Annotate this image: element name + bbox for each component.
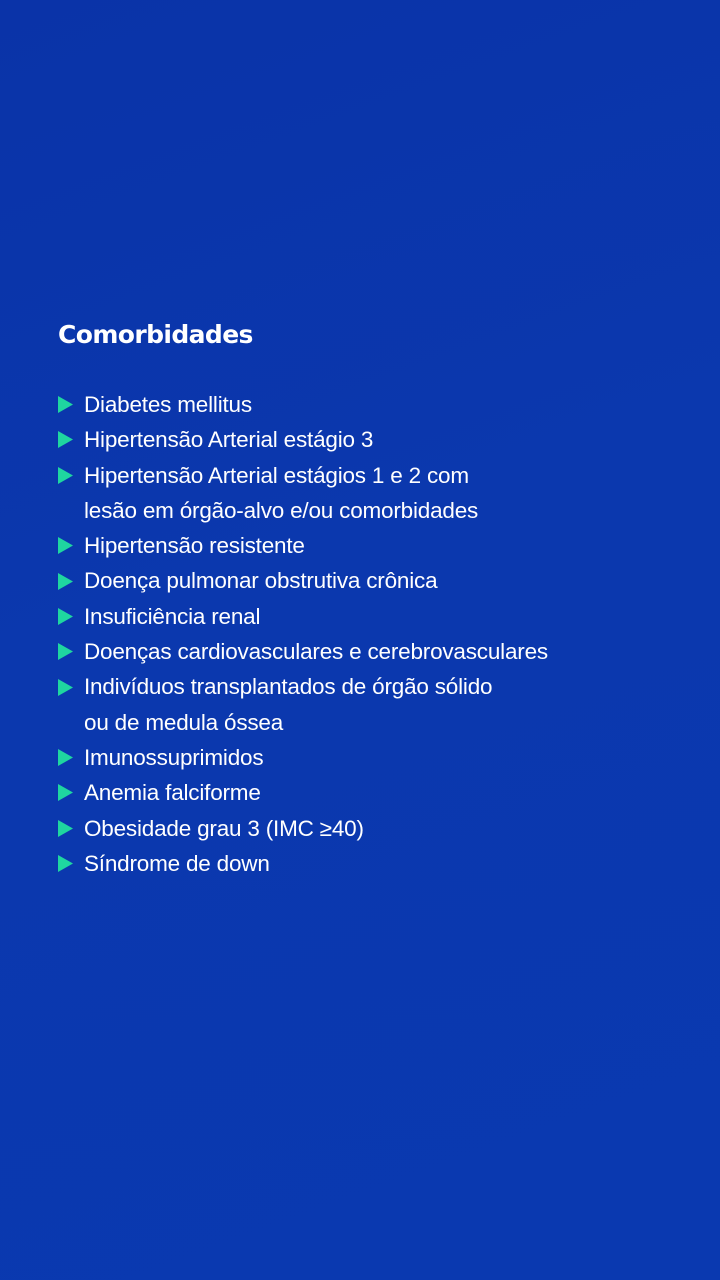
- comorbidities-list: [58, 387, 678, 881]
- list-item-line: Indivíduos transplantados de órgão sólido: [84, 674, 493, 700]
- list-item-line: Diabetes mellitus: [84, 392, 252, 417]
- list-item: [58, 599, 678, 634]
- list-item: [58, 740, 678, 775]
- section-heading: Comorbidades: [58, 320, 253, 349]
- list-item-line: Doenças cardiovasculares e cerebrovasculares: [84, 639, 548, 665]
- list-item: [58, 563, 678, 598]
- list-item: [58, 422, 678, 457]
- triangle-right-icon: [58, 634, 84, 669]
- triangle-right-icon: [58, 563, 84, 598]
- list-item-text: [84, 775, 678, 810]
- list-item-text: [84, 387, 678, 422]
- list-item-text: [84, 422, 678, 457]
- list-item: [58, 458, 678, 529]
- list-item-text: [84, 458, 678, 529]
- list-item-line: ou de medula óssea: [84, 709, 284, 735]
- list-item-text: [84, 811, 678, 846]
- list-item-line: Obesidade grau 3 (IMC ≥40): [84, 815, 364, 841]
- list-item: [58, 669, 678, 740]
- list-item-text: [84, 740, 678, 775]
- list-item-text: [84, 634, 678, 669]
- list-item-text: [84, 528, 678, 563]
- triangle-right-icon: [58, 775, 84, 810]
- list-item: [58, 528, 678, 563]
- list-item-text: [84, 846, 678, 881]
- list-item-line: lesão em órgão-alvo e/ou comorbidades: [84, 497, 479, 523]
- triangle-right-icon: [58, 599, 84, 634]
- list-item-line: Insuficiência renal: [84, 603, 261, 629]
- list-item-line: Hipertensão Arterial estágio 3: [84, 427, 374, 453]
- triangle-right-icon: [58, 740, 84, 775]
- list-item: [58, 775, 678, 810]
- list-item-line: Hipertensão Arterial estágios 1 e 2 com: [84, 462, 469, 488]
- list-item: [58, 634, 678, 669]
- triangle-right-icon: [58, 528, 84, 563]
- list-item-text: [84, 669, 678, 740]
- triangle-right-icon: [58, 458, 84, 493]
- list-item: [58, 811, 678, 846]
- list-item: [58, 846, 678, 881]
- triangle-right-icon: [58, 846, 84, 881]
- comorbidities-section: [58, 318, 678, 881]
- triangle-right-icon: [58, 669, 84, 704]
- list-item-line: Imunossuprimidos: [84, 744, 264, 770]
- list-item-text: [84, 599, 678, 634]
- triangle-right-icon: [58, 387, 84, 422]
- list-item-line: Síndrome de down: [84, 850, 270, 876]
- list-item-text: [84, 563, 678, 598]
- list-item-line: Doença pulmonar obstrutiva crônica: [84, 568, 438, 594]
- triangle-right-icon: [58, 422, 84, 457]
- list-item-line: Hipertensão resistente: [84, 533, 305, 559]
- list-item: [58, 387, 678, 422]
- list-item-line: Anemia falciforme: [84, 780, 261, 806]
- triangle-right-icon: [58, 811, 84, 846]
